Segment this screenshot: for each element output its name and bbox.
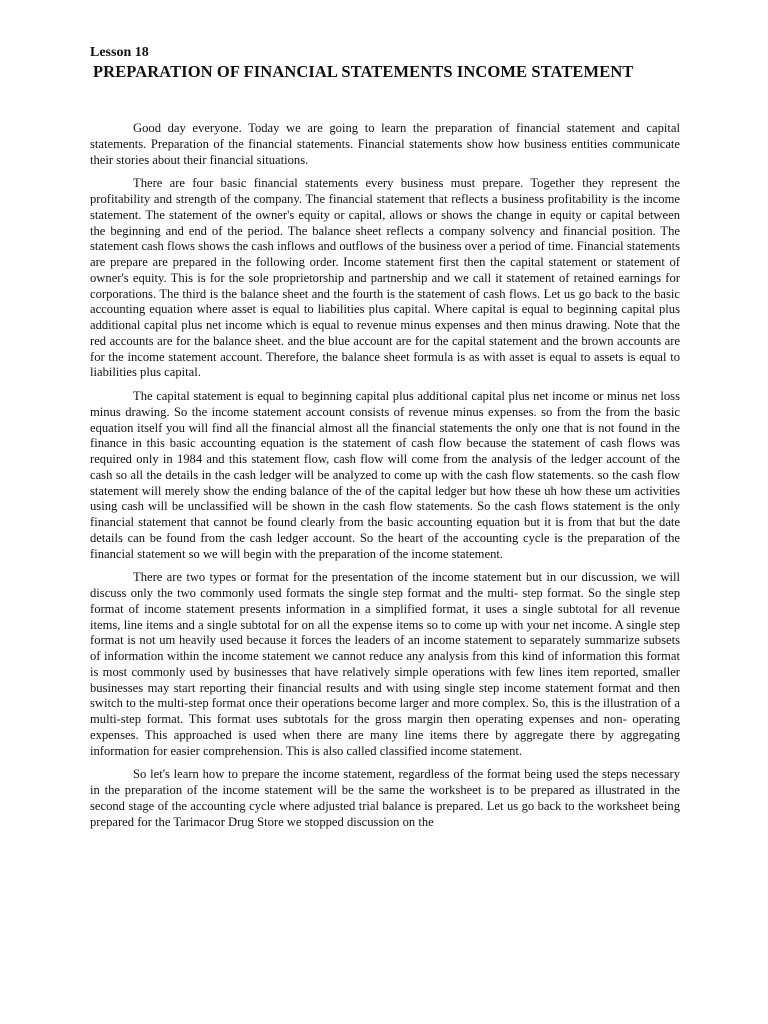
- paragraph-2: There are four basic financial statements every business must prepare. Together they represent the profitability and strength of the company. The financial statement that reflects a business profitability is the income statement. The statement of the owner's equity or capital, allows or shows the change in equity or capital between the beginning and end of the period. The balance sheet reflects a company solvency and financial position. The statement cash flows shows the cash inflows and outflows of the business over a period of time. Financial statements are prepare are prepared in the following order. Income statement first then the capital statement or statement of owner's equity. This is for the sole proprietorship and partnership and we call it statement of retained earnings for corporations. The third is the balance sheet and the fourth is the statement of cash flows. Let us go back to the basic accounting equation where asset is equal to liabilities plus capital. Where capital is equal to beginning capital plus additional capital plus net income which is equal to revenue minus expenses and then minus drawing. Note that the red accounts are for the balance sheet. and the blue account are for the capital statement and the brown accounts are for the income statement account. Therefore, the balance sheet formula is as with asset is equal to assets is equal to liabilities plus capital.: [90, 176, 680, 380]
- paragraph-3: The capital statement is equal to beginning capital plus additional capital plus net income or minus net loss minus drawing. So the income statement account consists of revenue minus expenses. so from the from the basic equation itself you will find all the financial almost all the financial statements the only one that is not found in the finance in this basic accounting equation is the statement of cash flow because the statement of cash flows was required only in 1984 and this statement flow, cash flow will come from the analysis of the ledger account of the cash so all the details in the cash ledger will be analyzed to come up with the cash flow statements. so the cash flow statement will merely show the ending balance of the of the capital ledger but how these uh how these um activities using cash will be unclassified will be shown in the cash flow statements. So the cash flows statement is the only financial statement that cannot be found clearly from the basic accounting equation but it is from that but the date details can be found from the cash ledger account. So the heart of the accounting cycle is the preparation of the financial statement so we will begin with the preparation of the income statement.: [90, 389, 680, 561]
- paragraph-4: There are two types or format for the presentation of the income statement but in our discussion, we will discuss only the two commonly used formats the single step format and the multi- step format. So the single step format of income statement presents information in a simplified format, it uses a single subtotal for all revenue items, line items and a single subtotal for on all the expense items so to come up with your net income. A single step format is not um heavily used because it forces the leaders of an income statement to separately summarize subsets of information within the income statement we cannot reduce any analysis from this kind of information this format is most commonly used by businesses that have relatively simple operations with few lines item reported, smaller businesses may start reporting their financial results and with using single step income statement format and then switch to the multi-step format once their operations become larger and more complex. So, this is the illustration of a multi-step format. This format uses subtotals for the gross margin then operating expenses and non- operating expenses. This approached is used when there are many line items there by aggregate there by aggregating information for easier comprehension. This is also called classified income statement.: [90, 570, 680, 758]
- paragraph-1: Good day everyone. Today we are going to learn the preparation of financial statement and capital statements. Preparation of the financial statements. Financial statements show how business entities communicate their stories about their financial situations.: [90, 121, 680, 167]
- document-page: [90, 44, 680, 830]
- document-body: [90, 121, 680, 830]
- lesson-label: Lesson 18: [90, 45, 149, 60]
- document-title: PREPARATION OF FINANCIAL STATEMENTS INCOME STATEMENT: [93, 62, 634, 81]
- paragraph-5: So let's learn how to prepare the income statement, regardless of the format being used the steps necessary in the preparation of the income statement will be the same the worksheet is to be prepared as illustrated in the second stage of the accounting cycle where adjusted trial balance is prepared. Let us go back to the worksheet being prepared for the Tarimacor Drug Store we stopped discussion on the: [90, 767, 680, 829]
